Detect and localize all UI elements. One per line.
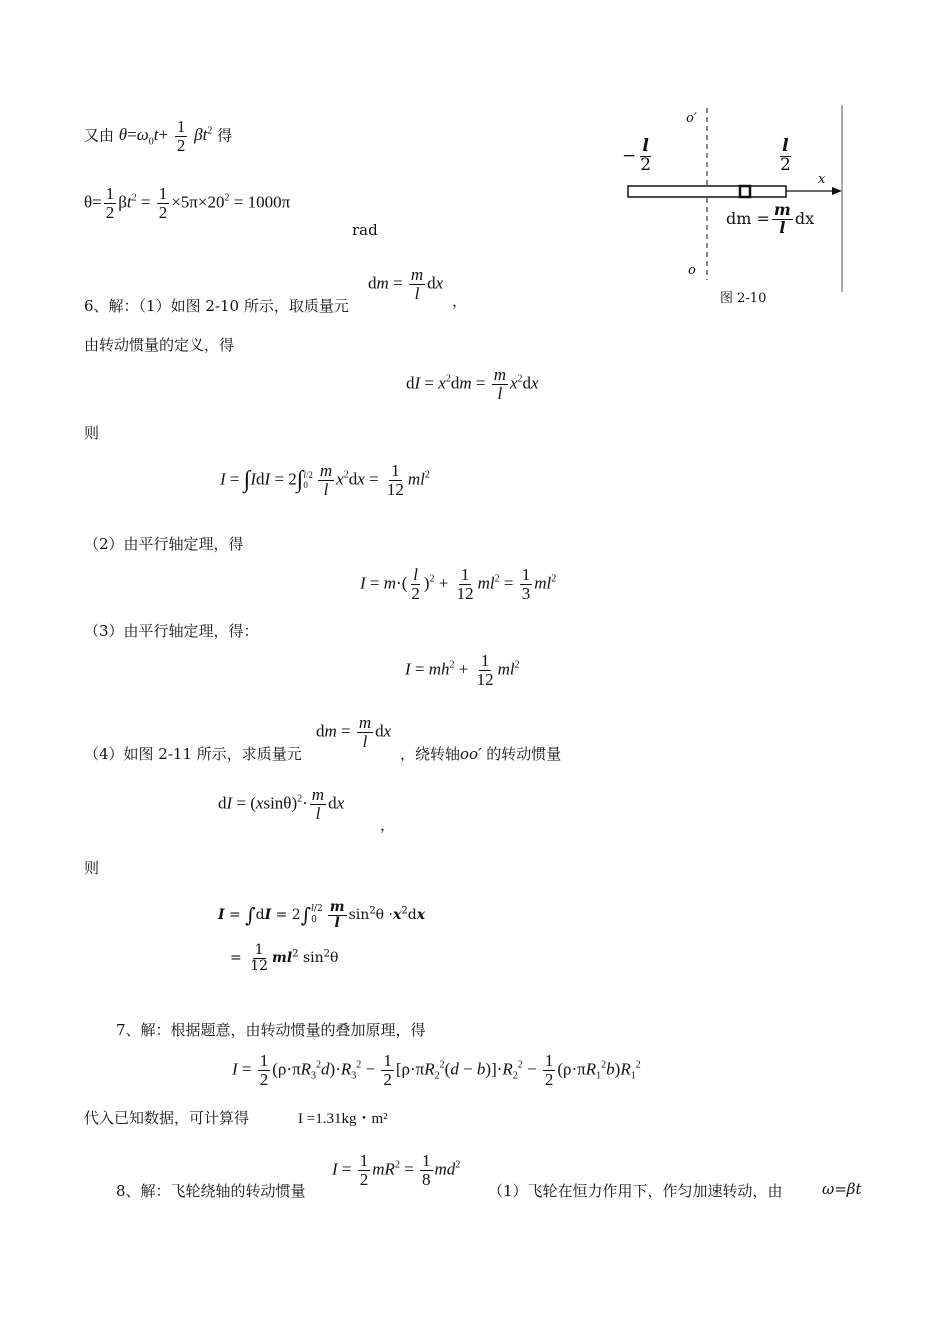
text: dm = xyxy=(726,208,770,228)
label-x: x xyxy=(818,172,826,187)
equation-flywheel-inertia: I = $\frac{1}{2}$ $mR^2$ = $\frac{1}{8}$ $md^2$ xyxy=(332,1151,461,1189)
mass-element-formula: dm = $\frac{m}{l}$ dx xyxy=(368,265,444,303)
text: ， xyxy=(380,816,396,834)
text: − xyxy=(622,145,637,166)
part-4-tail xyxy=(400,743,561,764)
equation-theta-value: θ= $\frac{1}{2}$ $\beta t^2$ = $\frac{1}{2}$ $\times 5\pi\times 20^2 = 1000\pi$ xyxy=(84,184,291,222)
equation-integral-I: I = ∫IdI = 2∫ l/2 0 $\frac{m}{l}$ $x^2dx$ = $\frac{1}{12}$ $ml^2$ xyxy=(220,461,430,499)
figure-2-10 xyxy=(610,100,850,305)
x-axis-arrow-icon xyxy=(832,187,842,195)
problem-8-eq: ω=βt xyxy=(822,1180,862,1198)
text-ze-1: 则 xyxy=(84,424,100,442)
mass-element xyxy=(740,186,750,197)
equation-parallel-axis: I = m·( $\frac{l}{2}$ )$^2$ + $\frac{1}{12}$ $ml^2$ = $\frac{1}{3}$ $ml^2$ xyxy=(360,565,557,603)
text: 2 xyxy=(640,154,652,175)
text: l xyxy=(642,136,649,156)
label-l-half xyxy=(776,138,795,175)
equation-integral-sin: I = ∫dI = 2∫ l/2 0 $\frac{m}{l}$ $\sin^2\theta \cdot x^2dx$ xyxy=(218,899,426,931)
part-3-text: （3）由平行轴定理，得： xyxy=(84,622,259,640)
text: ，绕转轴 xyxy=(400,745,461,763)
text: 得 xyxy=(217,126,233,145)
label-dm xyxy=(726,202,814,237)
rod xyxy=(628,186,786,197)
equation-part-3: $I = mh^2$ + $\frac{1}{12}$ $ml^2$ xyxy=(405,651,520,689)
equation-dI: dI = $x^2dm$ = $\frac{m}{l}$ $x^2dx$ xyxy=(406,365,539,403)
text: l xyxy=(779,217,786,237)
text: 又由 xyxy=(84,126,115,145)
part-4-text: （4）如图 2-11 所示，求质量元 xyxy=(84,745,302,763)
problem-7-result: I =1.31kg・m² xyxy=(298,1111,388,1127)
problem-8-intro: 8、解：飞轮绕轴的转动惯量 xyxy=(116,1182,306,1200)
mass-element-formula-2: dm = $\frac{m}{l}$ dx xyxy=(316,713,392,751)
text: m xyxy=(773,200,791,219)
problem-6-intro: 6、解：（1）如图 2-10 所示，取质量元 xyxy=(84,297,349,315)
figure-caption: 图 2-10 xyxy=(720,291,767,306)
problem-8-tail: （1）飞轮在恒力作用下，作匀加速转动，由 xyxy=(488,1182,783,1200)
text: oo′ xyxy=(460,745,482,763)
text-ze-2: 则 xyxy=(84,859,100,877)
equation-superposition: I = $\frac{1}{2}$ $(\rho\cdot\pi R_3^2d)\cdot R_3^2$ − $\frac{1}{2}$ $[\rho\cdot\pi R_2^2(d - b)]\cdot R_2^2$ − $\frac{1}{2}$ $(\rho\cdot\pi R_1^2b)R_1^2$ xyxy=(232,1051,641,1089)
unit-rad: rad xyxy=(352,221,378,239)
problem-7-data: 代入已知数据，可计算得 xyxy=(84,1109,250,1127)
problem-7-intro: 7、解：根据题意，由转动惯量的叠加原理，得 xyxy=(116,1021,426,1039)
text: 2 xyxy=(780,154,791,175)
equation-dI-sin: dI = $(xsin\theta)^2\cdot$ $\frac{m}{l}$ dx xyxy=(218,785,345,823)
text: dx xyxy=(794,208,815,228)
part-2-text: （2）由平行轴定理，得 xyxy=(84,535,244,553)
equation-result-sin: = $\frac{1}{12}$ $ml^2$ $\sin^2\theta$ xyxy=(230,942,339,974)
label-o-prime: o′ xyxy=(686,111,697,126)
definition-text: 由转动惯量的定义，得 xyxy=(84,336,235,354)
text: ， xyxy=(452,292,468,310)
text: l xyxy=(782,136,789,156)
label-o: o xyxy=(688,263,696,278)
text: 的转动惯量 xyxy=(486,745,562,763)
label-neg-l-half xyxy=(622,138,655,175)
line-theta-relation: 又由 $\theta=\omega_0t+$ $\frac{1}{2}$ $\beta t^2$ 得 xyxy=(84,117,233,155)
